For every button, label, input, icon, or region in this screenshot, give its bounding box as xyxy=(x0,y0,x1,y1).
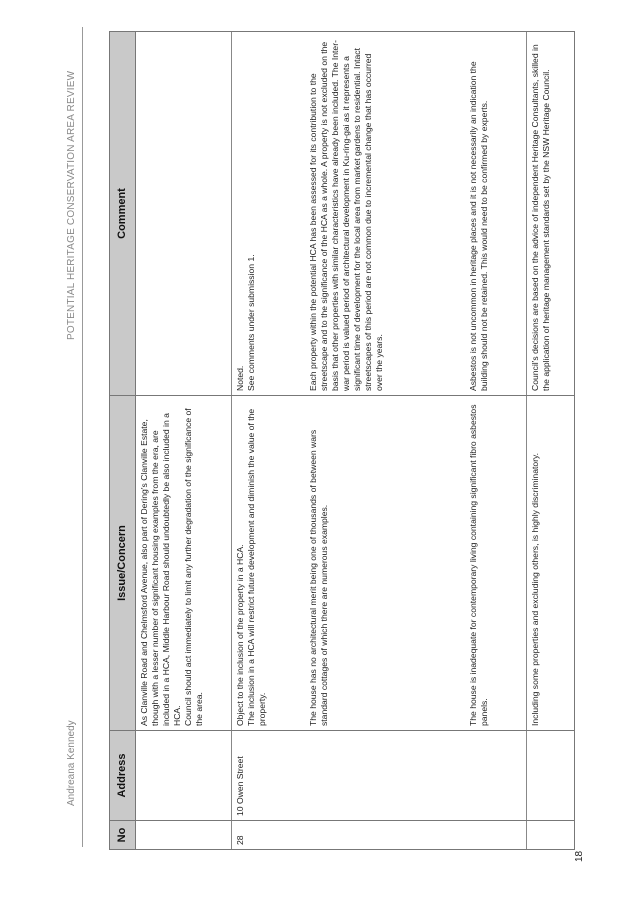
issue-text: The house is inadequate for contemporary living containing significant fibro asbestos panels. xyxy=(467,404,489,726)
issue-text: Object to the inclusion of the property in a HCA. xyxy=(235,544,245,726)
cell-no xyxy=(136,821,232,850)
cell-address xyxy=(465,731,527,821)
column-header-comment: Comment xyxy=(110,32,136,396)
table-header-row xyxy=(110,32,136,850)
comment-text: Council’s decisions are based on the advice of independent Heritage Consultants, skilled in the application of heritage management standards set by the NSW Heritage Council. xyxy=(530,44,552,391)
table-row xyxy=(465,32,527,850)
cell-issue xyxy=(465,396,527,731)
cell-no xyxy=(465,821,527,850)
cell-issue xyxy=(527,396,575,731)
cell-comment xyxy=(305,32,465,396)
comment-text: Noted. xyxy=(235,365,245,391)
cell-comment xyxy=(527,32,575,396)
cell-no xyxy=(527,821,575,850)
column-header-address: Address xyxy=(110,731,136,821)
table-row xyxy=(232,32,305,850)
submissions-table xyxy=(109,31,575,850)
cell-comment xyxy=(465,32,527,396)
header-rule xyxy=(82,27,83,847)
report-title: POTENTIAL HERITAGE CONSERVATION AREA REVIEW xyxy=(66,70,77,340)
cell-issue xyxy=(305,396,465,731)
cell-address xyxy=(305,731,465,821)
cell-no xyxy=(305,821,465,850)
cell-no: 28 xyxy=(232,821,305,850)
cell-address xyxy=(527,731,575,821)
issue-text: As Clanville Road and Chelmsford Avenue, also part of Dering’s Clanville Estate, though with a lesser number of significant housing examples from the era, are included in a HCA, Middle Harbour Road should undoubtedly be also included in a HCA. xyxy=(139,413,183,726)
comment-text: Asbestos is not uncommon in heritage places and it is not necessarily an indication the building should not be retained. This would need to be confirmed by experts. xyxy=(467,61,489,391)
table-row xyxy=(305,32,465,850)
cell-comment xyxy=(232,32,305,396)
author-name: Andreana Kennedy xyxy=(66,720,77,806)
cell-issue xyxy=(232,396,305,731)
cell-address xyxy=(136,731,232,821)
issue-text: The house has no architectural merit being one of thousands of between wars standard cottages of which there are numerous examples. xyxy=(307,429,329,726)
issue-text: Council should act immediately to limit any further degradation of the significance of the area. xyxy=(183,408,205,726)
issue-text: Including some properties and excluding others, is highly discriminatory. xyxy=(530,452,540,726)
comment-text: Each property within the potential HCA has been assessed for its contribution to the streetscape and to the significance of the HCA as a whole. A property is not excluded on the basis that other properties with similar characteristics have already been included. The Inter-war period is valued period of architectural development in Ku-ring-gai as it represents a significant time of development for the local area from market gardens to residential. Intact streetscapes of this period are not common due to incremental change that has occurred over the years. xyxy=(307,40,385,391)
cell-issue xyxy=(136,396,232,731)
column-header-no: No xyxy=(110,821,136,850)
issue-text: The inclusion in a HCA will restrict future development and diminish the value of the property. xyxy=(246,408,268,726)
table-row-continuation xyxy=(136,32,232,850)
cell-comment xyxy=(136,32,232,396)
cell-address: 10 Owen Street xyxy=(232,731,305,821)
table-row xyxy=(527,32,575,850)
page-number: 18 xyxy=(574,850,585,862)
column-header-issue: Issue/Concern xyxy=(110,396,136,731)
comment-text: See comments under submission 1. xyxy=(246,254,257,391)
